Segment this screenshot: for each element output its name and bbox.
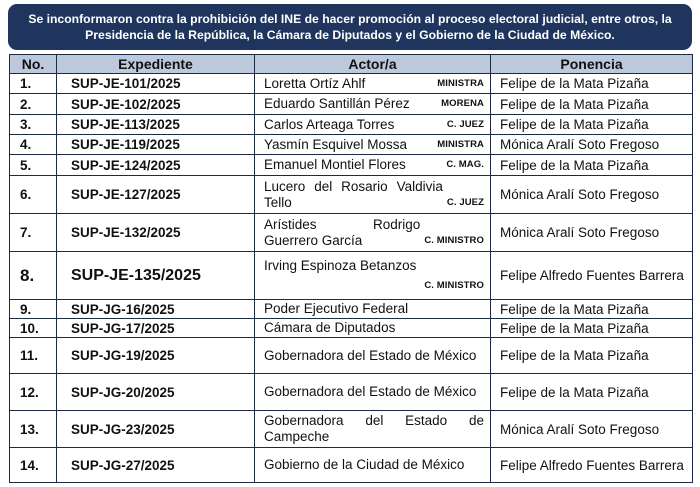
row-expediente: SUP-JE-101/2025 bbox=[57, 74, 255, 94]
row-actor bbox=[255, 94, 491, 115]
row-number: 14. bbox=[10, 448, 57, 483]
row-number: 5. bbox=[10, 155, 57, 176]
actor-tag: C. MINISTRO bbox=[424, 280, 484, 291]
row-actor bbox=[255, 252, 491, 300]
actor-name: Yasmín Esquivel Mossa bbox=[264, 136, 408, 152]
row-actor bbox=[255, 300, 491, 319]
row-ponencia: Felipe Alfredo Fuentes Barrera bbox=[491, 252, 693, 300]
row-actor bbox=[255, 338, 491, 374]
table-header-row bbox=[10, 55, 693, 74]
row-expediente: SUP-JE-127/2025 bbox=[57, 176, 255, 214]
row-actor bbox=[255, 155, 491, 176]
actor-name: Carlos Arteaga Torres bbox=[264, 116, 395, 132]
row-actor bbox=[255, 135, 491, 155]
header-expediente: Expediente bbox=[57, 55, 255, 74]
actor-tag: C. JUEZ bbox=[446, 118, 484, 130]
row-number: 1. bbox=[10, 74, 57, 94]
row-number: 2. bbox=[10, 94, 57, 115]
table-row bbox=[10, 374, 693, 411]
row-expediente: SUP-JG-19/2025 bbox=[57, 338, 255, 374]
actor-name: Gobernadora del Estado de Campeche bbox=[264, 413, 484, 444]
row-ponencia: Felipe de la Mata Pizaña bbox=[491, 319, 693, 338]
row-number: 12. bbox=[10, 374, 57, 411]
table-row bbox=[10, 300, 693, 319]
row-expediente: SUP-JE-113/2025 bbox=[57, 115, 255, 135]
row-ponencia: Felipe de la Mata Pizaña bbox=[491, 94, 693, 115]
cases-table bbox=[9, 54, 693, 483]
row-number: 3. bbox=[10, 115, 57, 135]
actor-name: Gobernadora del Estado de México bbox=[264, 347, 477, 363]
row-ponencia: Felipe de la Mata Pizaña bbox=[491, 155, 693, 176]
row-actor bbox=[255, 115, 491, 135]
actor-tag: C. MINISTRO bbox=[424, 234, 484, 246]
table-row bbox=[10, 252, 693, 300]
row-actor bbox=[255, 176, 491, 214]
table-row bbox=[10, 448, 693, 483]
table-row bbox=[10, 319, 693, 338]
table-row bbox=[10, 155, 693, 176]
row-ponencia: Felipe de la Mata Pizaña bbox=[491, 115, 693, 135]
row-expediente: SUP-JG-16/2025 bbox=[57, 300, 255, 319]
actor-name: Emanuel Montiel Flores bbox=[264, 157, 406, 172]
actor-tag: MORENA bbox=[441, 98, 484, 109]
row-ponencia: Mónica Aralí Soto Fregoso bbox=[491, 214, 693, 252]
row-expediente: SUP-JG-17/2025 bbox=[57, 319, 255, 338]
row-ponencia: Felipe de la Mata Pizaña bbox=[491, 374, 693, 411]
row-ponencia: Felipe de la Mata Pizaña bbox=[491, 338, 693, 374]
row-ponencia: Felipe Alfredo Fuentes Barrera bbox=[491, 448, 693, 483]
table-row bbox=[10, 411, 693, 448]
table-row bbox=[10, 214, 693, 252]
row-actor bbox=[255, 411, 491, 448]
header-ponencia: Ponencia bbox=[491, 55, 693, 74]
row-ponencia: Felipe de la Mata Pizaña bbox=[491, 74, 693, 94]
row-number: 7. bbox=[10, 214, 57, 252]
table-row bbox=[10, 94, 693, 115]
row-number: 10. bbox=[10, 319, 57, 338]
table-row bbox=[10, 338, 693, 374]
row-actor bbox=[255, 74, 491, 94]
actor-tag: C. MAG. bbox=[446, 159, 484, 170]
row-actor bbox=[255, 214, 491, 252]
row-expediente: SUP-JG-23/2025 bbox=[57, 411, 255, 448]
row-ponencia: Mónica Aralí Soto Fregoso bbox=[491, 411, 693, 448]
table-row bbox=[10, 176, 693, 214]
actor-name: Loretta Ortíz Ahlf bbox=[264, 75, 366, 91]
table-row bbox=[10, 74, 693, 94]
header-no: No. bbox=[10, 55, 57, 74]
row-expediente: SUP-JE-119/2025 bbox=[57, 135, 255, 155]
row-number: 6. bbox=[10, 176, 57, 214]
header-banner bbox=[8, 4, 692, 50]
row-ponencia: Mónica Aralí Soto Fregoso bbox=[491, 176, 693, 214]
row-number: 4. bbox=[10, 135, 57, 155]
actor-tag: MINISTRA bbox=[437, 138, 484, 150]
actor-name: Lucero del Rosario Valdivia Tello bbox=[264, 178, 443, 210]
row-number: 13. bbox=[10, 411, 57, 448]
row-expediente: SUP-JG-27/2025 bbox=[57, 448, 255, 483]
actor-tag: MINISTRA bbox=[437, 77, 484, 89]
row-expediente: SUP-JG-20/2025 bbox=[57, 374, 255, 411]
row-expediente: SUP-JE-124/2025 bbox=[57, 155, 255, 176]
row-expediente: SUP-JE-132/2025 bbox=[57, 214, 255, 252]
actor-name: Poder Ejecutivo Federal bbox=[264, 301, 409, 316]
row-number: 9. bbox=[10, 300, 57, 319]
row-number: 11. bbox=[10, 338, 57, 374]
actor-name: Gobernadora del Estado de México bbox=[264, 384, 477, 399]
table-row bbox=[10, 115, 693, 135]
header-actor: Actor/a bbox=[255, 55, 491, 74]
row-expediente: SUP-JE-135/2025 bbox=[57, 252, 255, 300]
actor-tag: C. JUEZ bbox=[446, 196, 484, 208]
actor-name: Gobierno de la Ciudad de México bbox=[264, 457, 465, 472]
row-actor bbox=[255, 448, 491, 483]
row-actor bbox=[255, 319, 491, 338]
actor-name: Arístides Rodrigo Guerrero García bbox=[264, 216, 421, 248]
actor-name: Irving Espinoza Betanzos bbox=[264, 258, 417, 273]
row-expediente: SUP-JE-102/2025 bbox=[57, 94, 255, 115]
row-ponencia: Mónica Aralí Soto Fregoso bbox=[491, 135, 693, 155]
banner-text: Se inconformaron contra la prohibición del INE de hacer promoción al proceso electoral judicial, entre otros, la Presidencia de la República, la Cámara de Diputados y el Gobierno de la Ciudad de México. bbox=[28, 12, 672, 42]
actor-name: Cámara de Diputados bbox=[264, 320, 396, 335]
actor-name: Eduardo Santillán Pérez bbox=[264, 96, 410, 111]
row-actor bbox=[255, 374, 491, 411]
row-ponencia: Felipe de la Mata Pizaña bbox=[491, 300, 693, 319]
row-number: 8. bbox=[10, 252, 57, 300]
table-row bbox=[10, 135, 693, 155]
